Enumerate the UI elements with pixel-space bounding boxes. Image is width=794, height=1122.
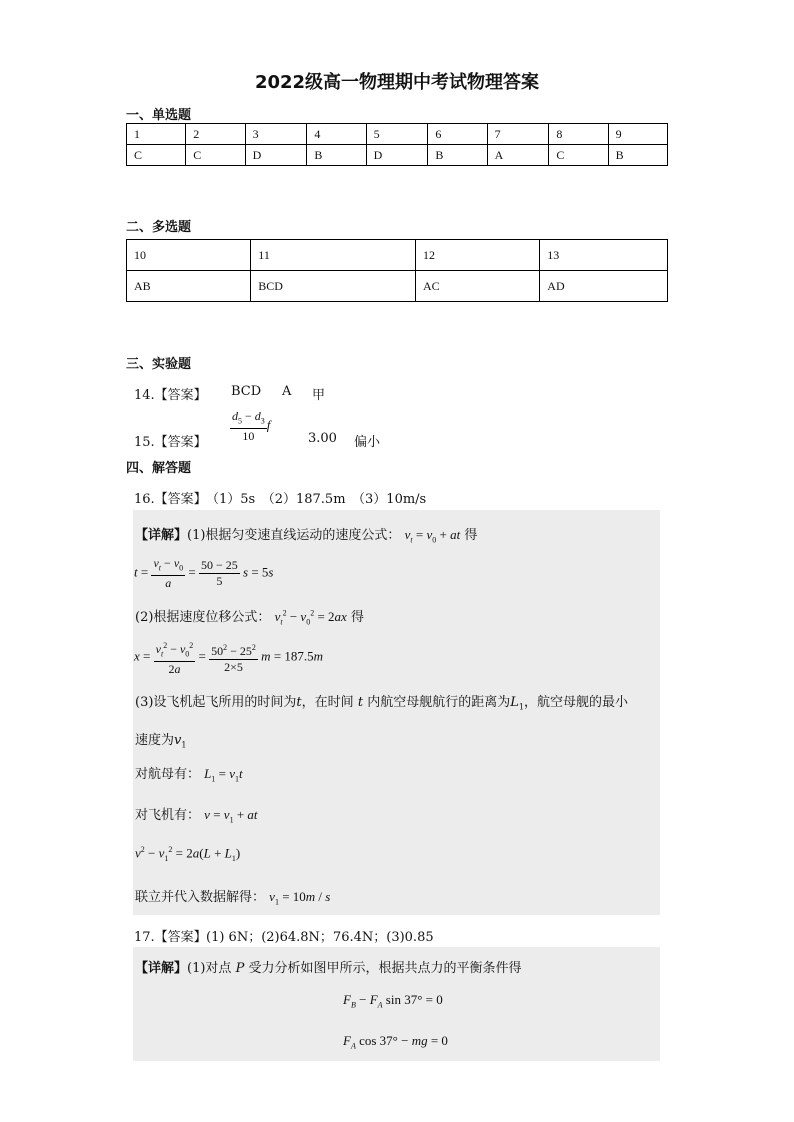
q16-formula: $v_1 = 10m / s$ — [269, 889, 331, 907]
q16-line-5 — [135, 763, 243, 784]
table-row — [127, 271, 668, 302]
q16-text: 得 — [350, 610, 364, 625]
q16-text: 对航母有： — [135, 767, 201, 782]
q15-label: 15.【答案】 — [134, 435, 207, 450]
q16-line-3: (3)设飞机起飞所用的时间为t，在时间 t 内航空母舰航行的距离为$L_1$，航空母舰的最小 — [135, 695, 628, 712]
q16-text: (3)设飞机起飞所用的时间为 — [135, 695, 297, 710]
q17-answers: (1) 6N；(2)64.8N；76.4N；(3)0.85 — [206, 930, 434, 945]
q17-line-1: 【详解】(1)对点 P 受力分析如图甲所示，根据共点力的平衡条件得 — [135, 961, 522, 976]
q16-text: (1)根据匀变速直线运动的速度公式： — [187, 528, 401, 543]
q17-text: (1)对点 — [187, 961, 232, 976]
q14-answer-3: 甲 — [312, 388, 326, 403]
q16-line-2 — [135, 606, 364, 627]
q17-formula: $F_B - F_A$ sin 37° = 0 — [343, 992, 443, 1010]
q16-line-6 — [135, 804, 258, 825]
table-cell: 13 — [540, 240, 668, 271]
q16-text: (2)根据速度位移公式： — [135, 610, 271, 625]
q16-text: 联立并代入数据解得： — [135, 890, 266, 905]
q14-answer-2: A — [282, 384, 292, 399]
table-cell: 4 — [307, 124, 366, 145]
q17-formula: $F_A$ cos 37° − mg = 0 — [343, 1033, 448, 1051]
table-cell: AD — [540, 271, 668, 302]
q16-formula: $v_t^2 - v_0^2 = 2ax$ — [274, 608, 347, 627]
section-single-choice: 一、单选题 — [126, 108, 192, 123]
q16-answers: （1）5s （2）187.5m （3）10m/s — [206, 492, 427, 507]
table-cell: C — [127, 145, 186, 166]
q16-text: 内航空母舰航行的距离为 — [367, 695, 511, 710]
q16-line-4: 速度为$v_1$ — [135, 733, 187, 750]
section-solve: 四、解答题 — [126, 461, 192, 476]
q16-formula: x = $\frac{v_t^2 - v_0^2}{2a}$ = $\frac{50^2 - 25^2}{2\times 5}$ m = 187.5m — [134, 638, 323, 677]
table-cell: 12 — [415, 240, 539, 271]
section-multiple-choice: 二、多选题 — [126, 220, 192, 235]
multiple-choice-table — [126, 239, 668, 302]
table-cell: A — [487, 145, 549, 166]
q16-line-7 — [135, 886, 330, 907]
table-cell: 2 — [186, 124, 245, 145]
q16-formula: t = $\frac{v_t - v_0}{a}$ = $\frac{50 - 25}{5}$ s = 5s — [134, 556, 274, 591]
table-cell: 8 — [549, 124, 608, 145]
q16-formula: $v = v_1$ + at — [204, 807, 258, 825]
page-title: 2022级高一物理期中考试物理答案 — [254, 72, 540, 93]
table-cell: BCD — [251, 271, 416, 302]
table-cell: 1 — [127, 124, 186, 145]
q16-text: 对飞机有： — [135, 808, 201, 823]
table-cell: B — [608, 145, 667, 166]
table-cell: 11 — [251, 240, 416, 271]
table-cell: AB — [127, 271, 251, 302]
q17-detail-head: 【详解】 — [135, 961, 188, 976]
table-cell: 9 — [608, 124, 667, 145]
table-row — [127, 240, 668, 271]
q17-text: 受力分析如图甲所示，根据共点力的平衡条件得 — [248, 961, 522, 976]
table-cell: B — [428, 145, 487, 166]
q16-label: 16.【答案】 — [134, 492, 207, 507]
table-cell: C — [186, 145, 245, 166]
q17-label: 17.【答案】 — [134, 930, 207, 945]
table-cell: 5 — [366, 124, 428, 145]
table-cell: B — [307, 145, 366, 166]
q16-formula: $L_1 = v_1t$ — [204, 766, 243, 784]
q16-formula: $v_t = v_0$ + at — [404, 527, 461, 545]
section-experiment: 三、实验题 — [126, 357, 192, 372]
table-cell: 10 — [127, 240, 251, 271]
table-cell: 3 — [245, 124, 307, 145]
table-cell: D — [366, 145, 428, 166]
table-cell: C — [549, 145, 608, 166]
q15-answer-3: 偏小 — [354, 435, 381, 450]
table-row — [127, 124, 668, 145]
q14-label: 14.【答案】 — [134, 388, 207, 403]
q16-detail-head: 【详解】 — [135, 528, 188, 543]
table-cell: AC — [415, 271, 539, 302]
q16-formula: $v^2 - v_1^2 = 2a(L + L_1)$ — [135, 845, 241, 863]
table-cell: 7 — [487, 124, 549, 145]
q16-line-1 — [135, 524, 477, 545]
q15-formula: $\frac{d_5 - d_3}{10}$ f — [232, 409, 271, 444]
single-choice-table — [126, 123, 668, 166]
table-cell: D — [245, 145, 307, 166]
q16-text: ，航空母舰的最小 — [523, 695, 628, 710]
q16-text: ，在时间 — [301, 695, 354, 710]
q16-text: 得 — [464, 528, 478, 543]
table-row — [127, 145, 668, 166]
q15-answer-2: 3.00 — [308, 431, 337, 446]
q16-text: 速度为 — [135, 733, 175, 748]
table-cell: 6 — [428, 124, 487, 145]
q14-answer-1: BCD — [231, 384, 262, 399]
